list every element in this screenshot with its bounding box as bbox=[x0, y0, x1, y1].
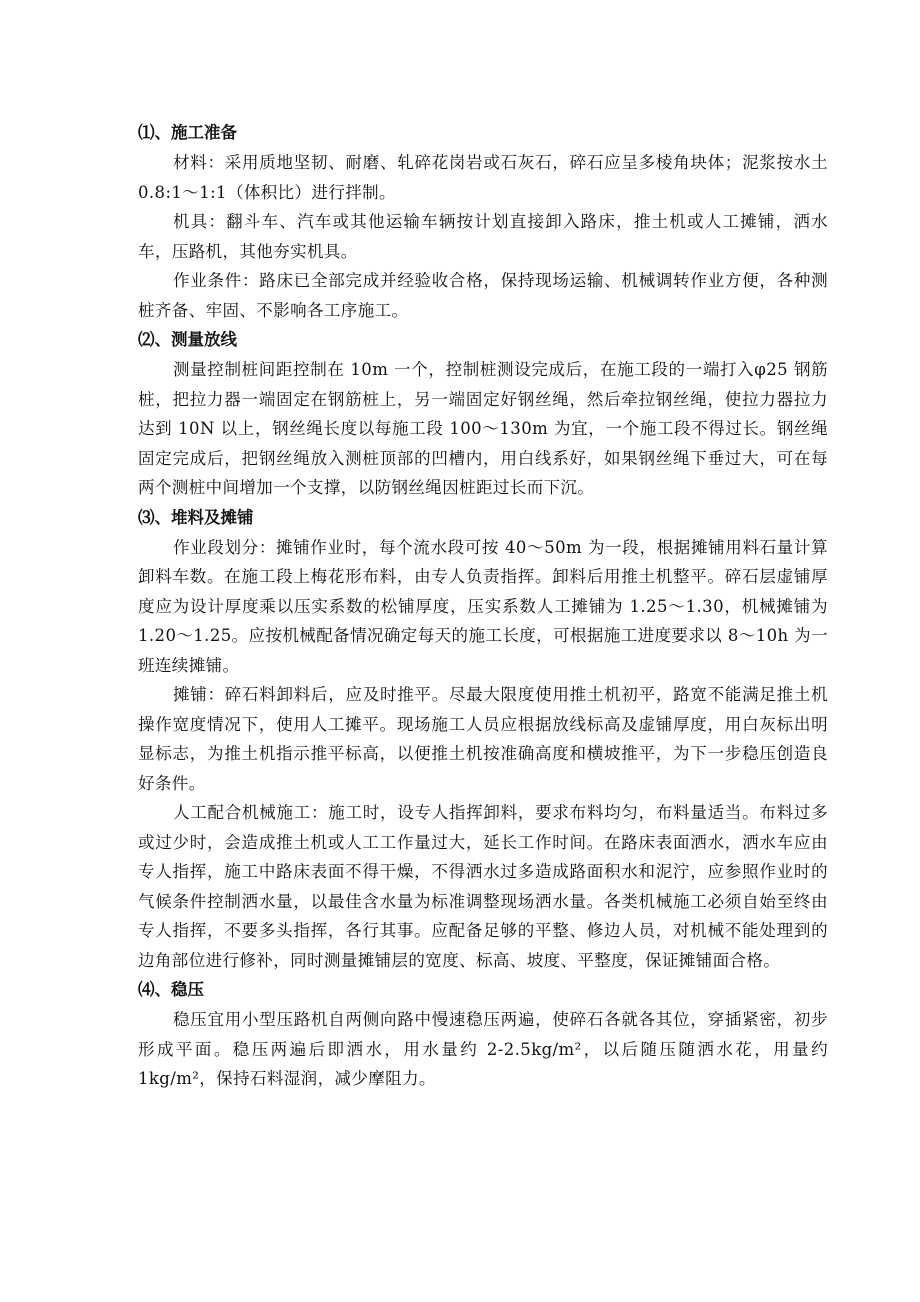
paragraph: 作业条件：路床已全部完成并经验收合格，保持现场运输、机械调转作业方便，各种测桩齐备、牢固、不影响各工序施工。 bbox=[138, 271, 828, 320]
section-heading: ⑷、稳压 bbox=[138, 980, 204, 999]
section-construction-preparation bbox=[138, 118, 828, 325]
section-heading: ⑶、堆料及摊铺 bbox=[138, 507, 254, 527]
paragraph: 材料：采用质地坚韧、耐磨、轧碎花岗岩或石灰石，碎石应呈多棱角块体；泥浆按水土 0.8:1～1:1（体积比）进行拌制。 bbox=[138, 153, 828, 202]
paragraph: 作业段划分：摊铺作业时，每个流水段可按 40～50m 为一段，根据摊铺用料石量计算卸料车数。在施工段上梅花形布料，由专人负责指挥。卸料后用推土机整平。碎石层虚铺厚度应为设计厚度乘以压实系数的松铺厚度，压实系数人工摊铺为 1.25～1.30，机械摊铺为 1.20～1.25。应按机械配备情况确定每天的施工长度，可根据施工进度要求以 8～10h 为一班连续摊铺。 bbox=[138, 537, 828, 675]
document-page bbox=[138, 118, 828, 1094]
section-stockpile-and-spreading bbox=[138, 503, 828, 976]
paragraph: 稳压宜用小型压路机自两侧向路中慢速稳压两遍，使碎石各就各其位，穿插紧密，初步形成平面。稳压两遍后即洒水，用水量约 2-2.5kg/m²，以后随压随洒水花，用量约 1kg/m²，保持石料湿润，减少摩阻力。 bbox=[138, 1010, 828, 1088]
section-stabilizing-compaction bbox=[138, 975, 828, 1094]
paragraph: 摊铺：碎石料卸料后，应及时推平。尽最大限度使用推土机初平，路宽不能满足推土机操作宽度情况下，使用人工摊平。现场施工人员应根据放线标高及虚铺厚度，用白灰标出明显标志，为推土机指示推平标高，以便推土机按准确高度和横坡推平，为下一步稳压创造良好条件。 bbox=[138, 685, 828, 793]
section-heading: ⑴、施工准备 bbox=[138, 123, 237, 142]
section-survey-layout bbox=[138, 325, 828, 503]
paragraph: 机具：翻斗车、汽车或其他运输车辆按计划直接卸入路床，推土机或人工摊铺，洒水车，压路机，其他夯实机具。 bbox=[138, 212, 828, 261]
paragraph: 测量控制桩间距控制在 10m 一个，控制桩测设完成后，在施工段的一端打入φ25 钢筋桩，把拉力器一端固定在钢筋桩上，另一端固定好钢丝绳，然后牵拉钢丝绳，使拉力器拉力达到 10N 以上，钢丝绳长度以每施工段 100～130m 为宜，一个施工段不得过长。钢丝绳固定完成后，把钢丝绳放入测桩顶部的凹槽内，用白线系好，如果钢丝绳下垂过大，可在每两个测桩中间增加一个支撑，以防钢丝绳因桩距过长而下沉。 bbox=[138, 360, 828, 497]
section-heading: ⑵、测量放线 bbox=[138, 330, 237, 349]
paragraph: 人工配合机械施工：施工时，设专人指挥卸料，要求布料均匀，布料量适当。布料过多或过少时，会造成推土机或人工工作量过大，延长工作时间。在路床表面洒水，洒水车应由专人指挥，施工中路床表面不得干燥，不得洒水过多造成路面积水和泥泞，应参照作业时的气候条件控制洒水量，以最佳含水量为标准调整现场洒水量。各类机械施工必须自始至终由专人指挥，不要多头指挥，各行其事。应配备足够的平整、修边人员，对机械不能处理到的边角部位进行修补，同时测量摊铺层的宽度、标高、坡度、平整度，保证摊铺面合格。 bbox=[138, 803, 828, 970]
